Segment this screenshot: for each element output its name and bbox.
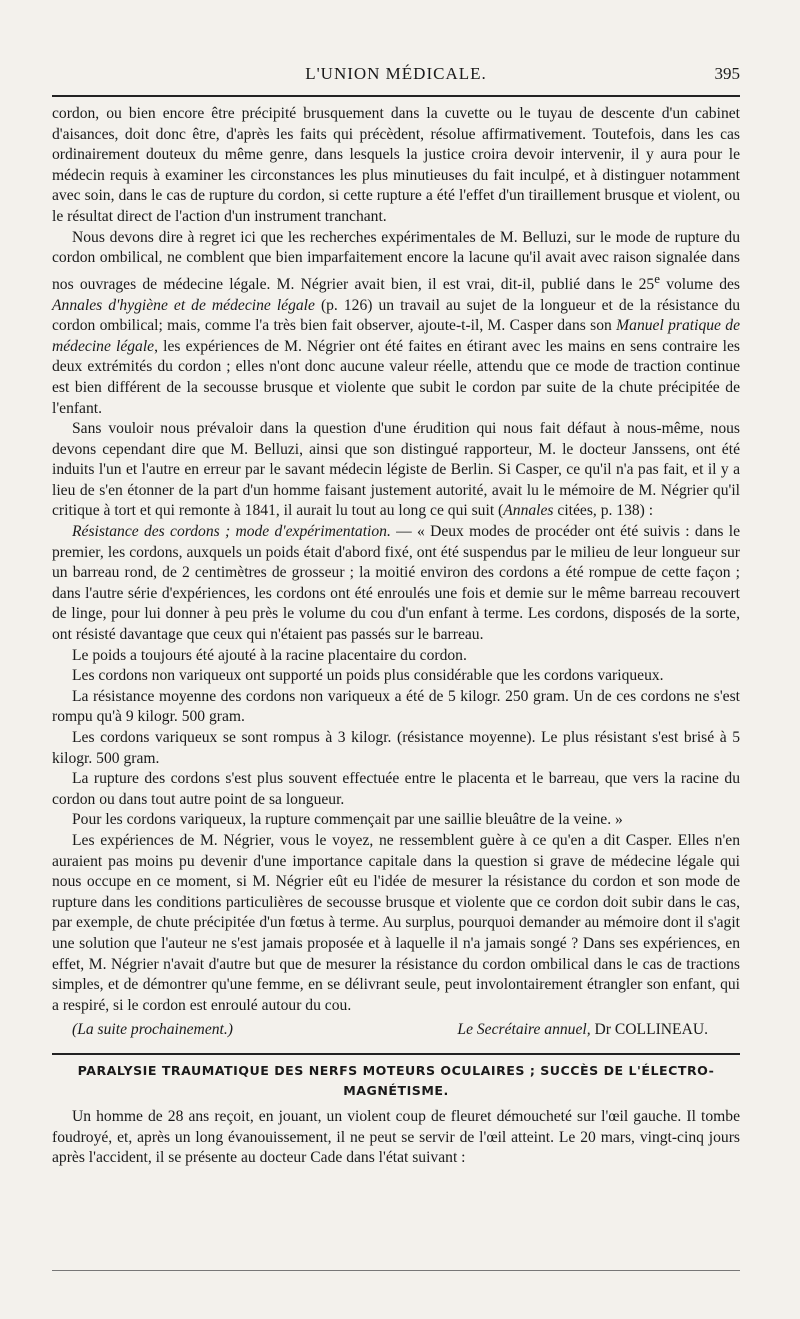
page-number: 395 xyxy=(714,64,740,83)
quote-paragraph-4: La résistance moyenne des cordons non variqueux a été de 5 kilogr. 250 gram. Un de ces cordons ne s'est rompu qu'à 9 kilogr. 500 gram. xyxy=(52,687,740,726)
paragraph-2-superscript: e xyxy=(654,270,660,286)
journal-title: Annales d'hygiène et de médecine légale xyxy=(52,296,315,314)
paragraph-3 xyxy=(52,419,740,522)
quote-paragraph-7: Pour les cordons variqueux, la rupture commençait par une saillie bleuâtre de la veine. » xyxy=(72,811,623,829)
footer-rule xyxy=(52,1270,740,1271)
section-title: PARALYSIE TRAUMATIQUE DES NERFS MOTEURS OCULAIRES ; SUCCÈS DE L'ÉLECTRO-MAGNÉTISME. xyxy=(77,1062,715,1098)
quote-paragraph-1 xyxy=(52,522,740,646)
paragraph-3-part-a: Sans vouloir nous prévaloir dans la question d'une érudition qui nous fait défaut à nous-même, nous devons cependant dire que M. Belluzi, ainsi que son distingué rapporteur, M. le docteur Janssens, ont été induits l'un et l'autre en erreur par le savant médecin légiste de Berlin. Si Casper, ce qu'il n'a pas fait, et il y a lieu de s'en étonner de la part d'un homme faisant justement autorité, avait lu le mémoire de M. Négrier qu'il critique à tort et qui remonte à 1841, il aurait lu tout au long ce qui suit ( xyxy=(52,420,740,520)
signature xyxy=(457,1020,708,1041)
paragraph-2-part-b: volume des xyxy=(660,275,740,293)
paragraph-3-part-b: citées, p. 138) : xyxy=(553,502,654,520)
manual-title: Manuel pratique de médecine légale xyxy=(52,317,740,355)
quote-paragraph-3: Les cordons non variqueux ont supporté un poids plus considérable que les cordons variqueux. xyxy=(72,667,664,685)
quote-paragraph-6: La rupture des cordons s'est plus souvent effectuée entre le placenta et le barreau, que vers la racine du cordon ou dans tout autre point de sa longueur. xyxy=(52,770,740,808)
continuation-note: (La suite prochainement.) xyxy=(72,1021,233,1039)
paragraph-2 xyxy=(52,228,740,420)
paragraph-2-part-d: , les expériences de M. Négrier ont été faites en étirant avec les mains en sens contraire les deux extrémités du cordon ; elles n'ont donc aucune valeur réelle, attendu que ce mode de traction continue est bien différent de la secousse brusque et violente que subit le cordon par suite de la chute précipitée de l'enfant. xyxy=(52,337,740,417)
header-rule xyxy=(52,95,740,97)
quote-paragraph-5: Les cordons variqueux se sont rompus à 3 kilogr. (résistance moyenne). Le plus résistant s'est brisé à 5 kilogr. 500 gram. xyxy=(52,729,740,767)
page-header xyxy=(52,62,740,90)
body-text xyxy=(52,104,740,1169)
annales-italic: Annales xyxy=(503,502,554,520)
signature-role: Le Secrétaire annuel, xyxy=(457,1021,591,1039)
section-rule xyxy=(52,1053,740,1055)
section-paragraph-1: Un homme de 28 ans reçoit, en jouant, un violent coup de fleuret démoucheté sur l'œil gauche. Il tombe foudroyé, et, après un long évanouissement, il ne peut se servir de l'œil atteint. Le 20 mars, vingt-cinq jours après l'accident, il se présente au docteur Cade dans l'état suivant : xyxy=(52,1107,740,1167)
paragraph-2-part-c: (p. 126) un travail au sujet de la longueur et de la résistance du cordon ombilical; mais, comme l'a très bien fait observer, ajoute-t-il, M. Casper dans son xyxy=(52,296,741,335)
paragraph-4: Les expériences de M. Négrier, vous le voyez, ne ressemblent guère à ce qu'en a dit Casper. Elles n'en auraient pas moins pu devenir d'une importance capitale dans la question si grave de médecine légale qui nous occupe en ce moment, si M. Négrier eût eu l'idée de mesurer la résistance du cordon et son mode de rupture dans les conditions particulières de secousse brusque et violente que ce cordon doit subir dans le cas, par exemple, de chute précipitée d'un fœtus à terme. Au surplus, pourquoi demander au mémoire dont il s'agit une solution que l'auteur ne s'est jamais proposée et à laquelle il n'a jamais songé ? Dans ses expériences, en effet, M. Négrier n'avait d'autre but que de mesurer la résistance du cordon ombilical dans le cas de tractions simples, et de démontrer qu'une femme, en se délivrant seule, peut involontairement étrangler son enfant, qui a respiré, si le cordon est enroulé autour du cou. xyxy=(52,831,740,1014)
quote-paragraph-2: Le poids a toujours été ajouté à la racine placentaire du cordon. xyxy=(72,646,467,664)
running-title: L'UNION MÉDICALE. xyxy=(305,64,487,83)
signature-row xyxy=(52,1020,740,1041)
quote-1-text: — « Deux modes de procéder ont été suivis : dans le premier, les cordons, auxquels un poids était d'abord fixé, ont été suspendus par le milieu de leur longueur sur un barreau rond, de 2 centimètres de grosseur ; la moitié environ des cordons a été rompue de cette façon ; dans l'autre série d'expériences, les cordons ont été enroulés une fois et demie sur le même barreau recouvert de linge, pour lui donner à peu près le volume du cou d'un enfant à terme. Les cordons, disposés de la sorte, ont résisté davantage que ceux qui n'étaient pas passés sur le barreau. xyxy=(52,523,740,644)
paragraph-2-part-a: Nous devons dire à regret ici que les recherches expérimentales de M. Belluzi, sur le mode de rupture du cordon ombilical, ne comblent que bien imparfaitement encore la lacune qu'il avait avec raison signalée dans nos ouvrages de médecine légale. M. Négrier avait bien, il est vrai, dit-il, publié dans le 25 xyxy=(52,228,740,293)
quote-heading: Résistance des cordons ; mode d'expérimentation. xyxy=(72,523,391,541)
signature-name: Dr COLLINEAU. xyxy=(594,1021,708,1039)
paragraph-1: cordon, ou bien encore être précipité brusquement dans la cuvette ou le tuyau de descente d'un cabinet d'aisances, doit donc être, d'après les faits qui précèdent, résolue affirmativement. Toutefois, dans les cas ordinairement douteux du même genre, dans lesquels la justice croira devoir intervenir, il y aura pour le médecin requis à examiner les circonstances les plus minutieuses du fait inculpé, et à distinguer notamment avec soin, dans le cas de rupture du cordon, si cette rupture a été l'effet d'un tiraillement brusque et violent, ou le résultat direct de l'action d'un instrument tranchant. xyxy=(52,105,740,225)
